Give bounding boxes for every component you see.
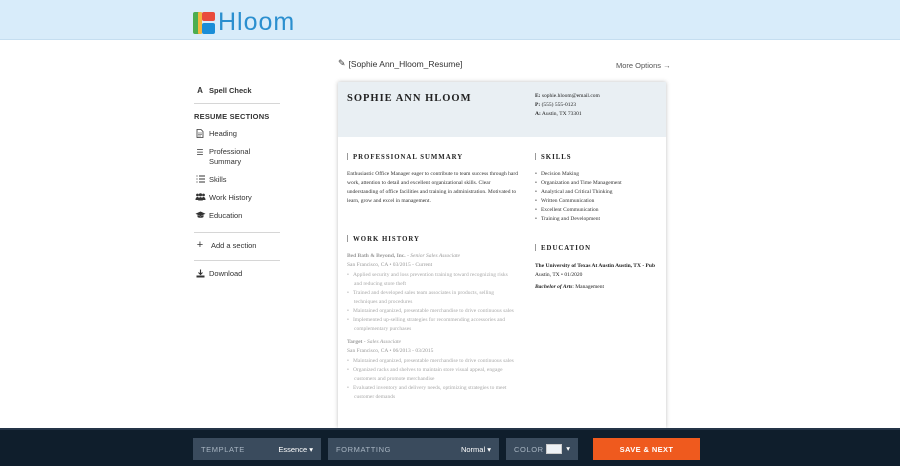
role: Senior Sales Associate (410, 253, 460, 259)
address-label: A: (535, 111, 541, 117)
address-value: Austin, TX 73301 (541, 111, 582, 117)
phone-value: (555) 555-0123 (541, 102, 576, 108)
formatting-label: FORMATTING (336, 444, 392, 454)
color-label: COLOR (514, 444, 544, 454)
list-icon: ☰ (196, 148, 204, 157)
formatting-select[interactable] (328, 438, 499, 460)
sidebar-item-education[interactable] (194, 211, 280, 221)
template-value: Essence ▾ (278, 444, 313, 454)
skills-heading: SKILLS (535, 153, 572, 161)
download-label: Download (209, 269, 243, 278)
job-bullets (347, 271, 515, 334)
degree (535, 283, 657, 292)
education-entry (535, 262, 657, 292)
document-title-text: [Sophie Ann_Hloom_Resume] (348, 58, 463, 69)
list-item: • Applied security and loss prevention training toward recognizing risks and reducing store theft (347, 271, 515, 289)
list-item: • Maintained organized, presentable merchandise to drive continuous sales (347, 307, 515, 316)
skills-list (535, 170, 660, 224)
formatting-value: Normal ▾ (460, 444, 491, 454)
plus-icon: + (196, 239, 204, 251)
spell-check-label: Spell Check (209, 86, 252, 95)
sidebar-item-label: Work History (209, 193, 252, 202)
spell-check-icon: A (197, 86, 203, 95)
company: Bed Bath & Beyond, Inc. (347, 253, 406, 259)
phone-label: P: (535, 102, 541, 108)
list-item: • Training and Development (535, 215, 660, 224)
divider (194, 103, 280, 104)
top-header (0, 0, 900, 40)
job-location: San Francisco, CA • 06/2013 - 03/2015 (347, 348, 434, 354)
work-history-list (347, 252, 515, 402)
job-title: Bed Bath & Beyond, Inc. - Senior Sales Associate (347, 253, 460, 259)
template-label: TEMPLATE (201, 444, 245, 454)
document-title[interactable] (338, 58, 462, 69)
list-item: • Analytical and Critical Thinking (535, 188, 660, 197)
resume-sections-heading: RESUME SECTIONS (194, 112, 270, 121)
summary-text: Enthusiastic Office Manager eager to contribute to team success through hard work, attention to detail and excellent organizational skills. Clear understanding of office facilities and training in administration. Motivated to learn, grow and excel in management. (347, 171, 518, 204)
people-icon (194, 193, 206, 203)
divider (194, 232, 280, 233)
template-select[interactable] (193, 438, 321, 460)
divider (194, 260, 280, 261)
role: Sales Associate (366, 339, 401, 345)
list-item: • Maintained organized, presentable merchandise to drive continuous sales (347, 357, 515, 366)
resume-contact (535, 92, 600, 119)
sidebar-item-label: Professional Summary (209, 147, 251, 166)
download-button[interactable] (194, 269, 280, 280)
list-item: • Organized racks and shelves to maintain store visual appeal, engage customers and promote merchandise (347, 366, 515, 384)
school-name: The University of Texas At Austin Austin, TX - Pub (535, 263, 656, 269)
spell-check-button[interactable] (194, 86, 280, 95)
add-section-label: Add a section (211, 241, 257, 250)
add-section-button[interactable] (194, 241, 280, 250)
logo-text: Hloom (218, 8, 296, 36)
resume-header (338, 82, 666, 137)
save-and-next-button[interactable]: SAVE & NEXT (593, 438, 700, 460)
list-item: • Organization and Time Management (535, 179, 660, 188)
job-location: San Francisco, CA • 03/2015 - Current (347, 262, 433, 268)
sidebar-item-skills[interactable] (194, 175, 280, 185)
email-label: E: (535, 93, 541, 99)
sidebar (194, 80, 280, 280)
list-item: • Evaluated inventory and delivery needs, optimizing strategies to meet customer demands (347, 384, 515, 402)
hloom-logo[interactable] (193, 8, 295, 37)
work-history-heading: WORK HISTORY (347, 235, 420, 243)
sidebar-item-professional-summary[interactable] (194, 148, 280, 167)
list-item: • Excellent Communication (535, 206, 660, 215)
bottom-toolbar (0, 428, 900, 466)
resume-name: SOPHIE ANN HLOOM (347, 93, 472, 104)
summary-heading: PROFESSIONAL SUMMARY (347, 153, 463, 161)
sidebar-item-label: Heading (209, 129, 237, 138)
color-value (546, 444, 570, 454)
color-select[interactable] (506, 438, 578, 460)
resume-preview[interactable] (338, 82, 666, 428)
graduation-cap-icon (194, 211, 206, 221)
school-location: Austin, TX • 01/2020 (535, 272, 583, 278)
list-item: • Written Communication (535, 197, 660, 206)
download-icon (194, 269, 206, 280)
sidebar-item-heading[interactable] (194, 129, 280, 140)
sidebar-item-label: Skills (209, 175, 227, 184)
degree-field: : Management (572, 284, 605, 290)
job-title: Target - Sales Associate (347, 339, 401, 345)
color-swatch (546, 444, 562, 454)
file-icon (194, 129, 206, 140)
list-item: • Implemented up-selling strategies for recommending accessories and complementary purchases (347, 316, 515, 334)
list-item: • Decision Making (535, 170, 660, 179)
education-heading: EDUCATION (535, 244, 591, 252)
degree-type: Bachelor of Arts (535, 284, 573, 290)
company: Target (347, 339, 363, 345)
checklist-icon (194, 175, 206, 185)
list-item: • Trained and developed sales team associates in products, selling techniques and procedures (347, 289, 515, 307)
chevron-down-icon: ▾ (566, 443, 570, 453)
pencil-icon: ✎ (338, 58, 346, 68)
email-value: sophie.hloom@email.com (541, 93, 600, 99)
job-bullets (347, 357, 515, 402)
sidebar-item-label: Education (209, 211, 243, 220)
more-options-link[interactable]: More Options → (616, 61, 671, 70)
sidebar-item-work-history[interactable] (194, 193, 280, 203)
hloom-logo-icon (193, 12, 215, 34)
